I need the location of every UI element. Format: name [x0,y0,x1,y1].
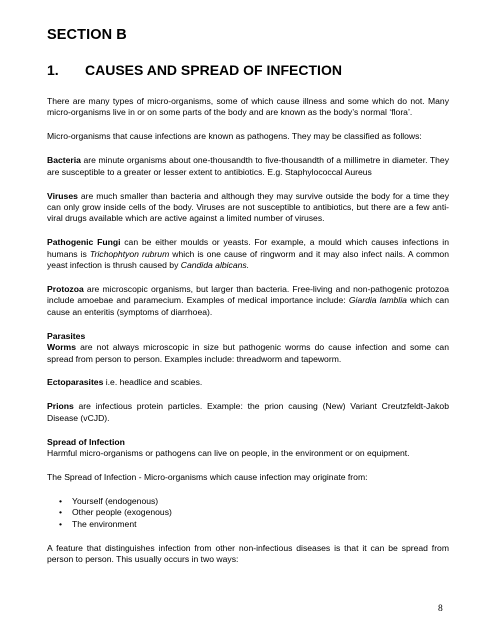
parasites-heading: Parasites [47,330,86,341]
intro-paragraph: There are many types of micro-organisms, some of which cause illness and some which do not. Many micro-organisms live in or on some parts of the body and are known as the body’s normal ‘flora’. [47,96,449,118]
worms-paragraph [47,342,449,365]
list-item: • Yourself (endogenous) [59,495,159,506]
closing-paragraph: A feature that distinguishes infection from other non-infectious diseases is that it can be spread from person to person. This usually occurs in two ways: [47,542,449,565]
prions-paragraph [47,401,449,424]
ectoparasites-text: i.e. headlice and scabies. [103,377,203,388]
protozoa-text: are microscopic organisms, but larger than bacteria. Free-living and non-pathogenic protozoa include amoebae and paramecium. Examples of medical importance include: [47,283,449,306]
viruses-text: are much smaller than bacteria and although they may survive outside the body for a time they can only grow inside cells of the body. Viruses are not susceptible to antibiotics, but there are a few anti-viral drugs available which are active against a limited number of viruses. [47,190,449,224]
spread-paragraph: Harmful micro-organisms or pathogens can live on people, in the environment or on equipment. [47,448,410,459]
bullet-icon: • [59,507,63,518]
list-item: • The environment [59,519,137,530]
spread-heading: Spread of Infection [47,436,125,447]
list-item: • Other people (exogenous) [59,507,172,518]
bullet-icon: • [59,519,63,530]
worms-text: are not always microscopic in size but pathogenic worms do cause infection and some can spread from person to person. Examples include: threadworm and tapeworm. [47,342,449,364]
page-number: 8 [438,604,443,614]
ectoparasites-term: Ectoparasites [47,377,104,388]
pathogens-paragraph: Micro-organisms that cause infections are known as pathogens. They may be classified as follows: [47,131,422,142]
origin-paragraph: The Spread of Infection - Micro-organisms which cause infection may originate from: [47,471,368,482]
viruses-paragraph [47,191,449,225]
fungi-species-2: Candida albicans. [180,260,250,271]
viruses-term: Viruses [47,190,78,201]
heading-title: CAUSES AND SPREAD OF INFECTION [85,62,342,78]
page-heading [47,62,449,78]
ectoparasites-paragraph [47,377,449,388]
bullet-icon: • [59,495,63,506]
worms-term: Worms [47,342,76,353]
heading-number: 1. [47,62,59,78]
bacteria-paragraph [47,155,449,178]
fungi-species-1: Trichophtyon rubrum [89,248,170,259]
section-title: SECTION B [47,27,127,43]
protozoa-paragraph [47,284,449,318]
bacteria-term: Bacteria [47,155,81,166]
bacteria-text: are minute organisms about one-thousandth to five-thousandth of a millimetre in diameter. They are susceptible to a greater or lesser extent to antibiotics. E.g. Staphylococcal Aureus [47,155,449,177]
fungi-term: Pathogenic Fungi [47,237,121,248]
fungi-text-1: can be either moulds or yeasts. For example, a mould which causes infections in humans is [47,237,449,259]
fungi-text-2: which is one cause of ringworm and it may also infect nails. A common yeast infection is thrush caused by [47,248,449,271]
document-page [47,27,449,578]
protozoa-term: Protozoa [47,283,84,294]
protozoa-species: Giardia lamblia [348,295,407,306]
origin-list [47,496,449,531]
fungi-paragraph [47,237,449,271]
protozoa-text-2: which can cause an enteritis (symptoms of diarrhoea). [47,295,449,317]
prions-text: are infectious protein particles. Example: the prion causing (New) Variant Creutzfeldt-Jakob Disease (vCJD). [47,401,449,423]
prions-term: Prions [47,401,74,412]
